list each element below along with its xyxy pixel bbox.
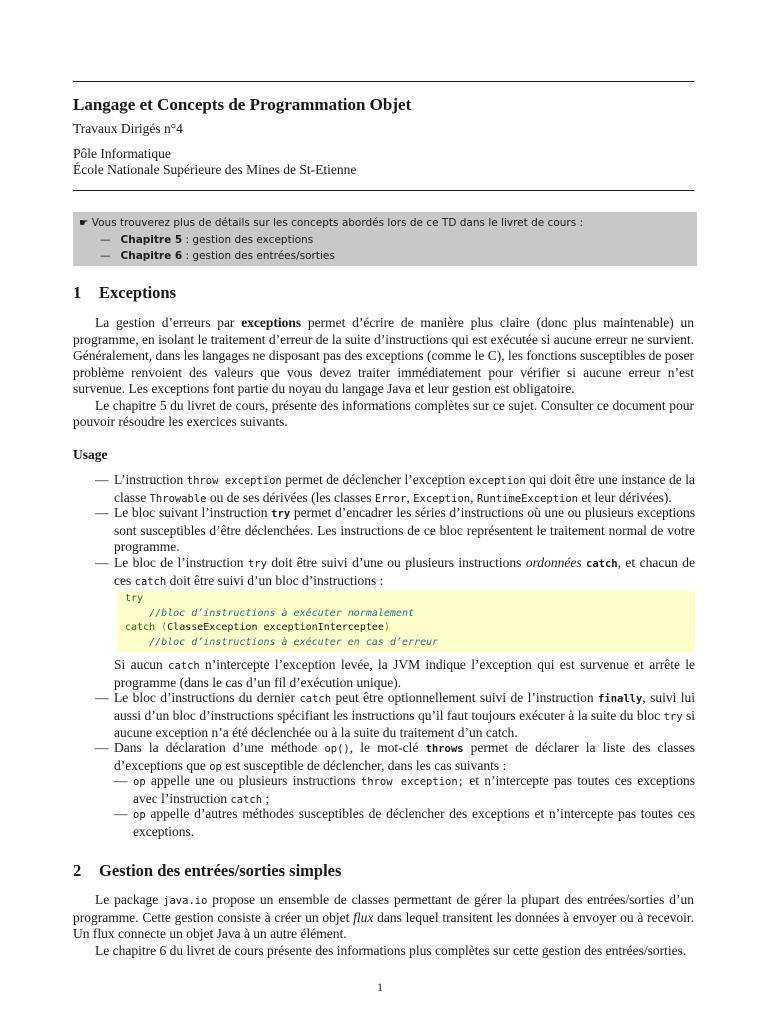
code-inline: throw exception; [360,776,464,788]
code-comment: //bloc d’instructions à exécuter normalement [125,607,414,619]
code-inline: op [133,809,146,821]
pointing-hand-icon: ☛ [79,217,89,229]
bold-term: exceptions [241,315,302,330]
list-item: — Le bloc suivant l’instruction try permet d’encadrer les séries d’instructions où une ou plusieurs exceptions sont susceptibles d’être déclenchées. Les instructions de ce bloc représentent le traitement normal de votre programme. [95,505,696,554]
code-inline: Exception [413,492,471,505]
section1-intro [73,315,694,431]
code-inline: catch [586,558,618,570]
list-dash: — [95,740,109,755]
code-comment: //bloc d’instructions à exécuter en cas d’erreur [125,636,439,648]
list-dash: — [100,233,111,246]
chapter-topic: : gestion des entrées/sorties [182,250,335,262]
code-inline: Throwable [149,492,207,505]
section-heading-exceptions [73,283,176,303]
section-title: Gestion des entrées/sorties simples [99,861,342,880]
emphasis: ordonnées [525,555,582,570]
code-inline: RuntimeException [476,492,579,505]
code-inline: catch [134,575,167,588]
course-reference-box [73,212,697,266]
list-dash: — [114,806,128,821]
list-dash: — [95,690,109,705]
department-name: Pôle Informatique [73,146,171,161]
paragraph: Le chapitre 5 du livret de cours, présente des informations complètes sur ce sujet. Consulter ce document pour pouvoir résoudre les exercices suivants. [73,397,694,429]
code-inline: op() [324,743,350,755]
code-inline: catch [168,660,200,672]
chapter-label: Chapitre 6 [120,250,183,262]
section2-intro [73,892,694,959]
document-subtitle: Travaux Dirigés n°4 [73,121,183,136]
usage-heading: Usage [73,447,108,462]
code-block [117,591,695,652]
list-item-continuation: Si aucun catch n’intercepte l’exception levée, la JVM indique l’exception qui est survenue et arrête le programme (dans le cas d’un fil d’exécution unique). [114,657,695,690]
code-inline: op [209,760,222,773]
code-inline: try [247,558,267,570]
nested-list-item: — op appelle d’autres méthodes susceptibles de déclencher des exceptions et n’intercepte pas toutes ces exceptions. [114,806,695,839]
code-line: try [125,593,144,604]
code-inline: throw exception [186,475,282,487]
code-inline: try [271,508,291,520]
infobox-item [79,248,697,265]
chapter-topic: : gestion des exceptions [182,233,314,246]
list-dash: — [95,555,109,570]
top-rule [73,81,694,82]
paragraph: Le chapitre 6 du livret de cours présente des informations plus complètes sur cette gestion des entrées/sorties. [95,942,687,958]
list-item: — L’instruction throw exception permet de déclencher l’exception exception qui doit être une instance de la classe Throwable ou de ses dérivées (les classes Error, Exception, RuntimeException et leur dérivées). [95,472,696,505]
chapter-label: Chapitre 5 [120,233,183,246]
infobox-intro-line [79,215,697,232]
list-dash: — [95,505,109,520]
code-inline: Error [374,492,407,505]
document-title: Langage et Concepts de Programmation Objet [73,95,412,114]
list-item: — Le bloc de l’instruction try doit être suivi d’une ou plusieurs instructions ordonnées catch, et chacun de ces catch doit être suivi d’un bloc d’instructions : [95,555,696,588]
infobox-item [79,232,697,249]
code-inline: try [663,710,683,723]
code-inline: throws [425,743,464,755]
code-inline: catch [299,693,332,705]
code-inline: catch [230,793,263,806]
paragraph: Le package java.io propose un ensemble de classes permettant de gérer la plupart des entrées/sorties d’un programme. Cette gestion consiste à créer un objet flux dans lequel transitent les données à envoyer ou à recevoir. Un flux connecte un objet Java à un autre élément. [73,892,694,941]
list-item: — Dans la déclaration d’une méthode op(), le mot-clé throws permet de déclarer la liste des classes d’exceptions que op est susceptible de déclencher, dans les cas suivants : [95,740,695,773]
section-heading-io [73,861,341,881]
code-inline: java.io [163,895,208,907]
infobox-intro: Vous trouverez plus de détails sur les concepts abordés lors de ce TD dans le livret de cours : [91,217,584,229]
code-line: catch (ClasseException exceptionInterceptee) [125,622,390,633]
emphasis: flux [353,909,374,925]
section-title: Exceptions [99,283,177,302]
list-dash: — [100,250,111,262]
section-number: 2 [73,861,82,880]
section-number: 1 [73,283,82,302]
code-inline: op [133,776,146,788]
list-dash: — [114,773,128,788]
code-inline: exception [468,475,526,487]
header-bottom-rule [73,190,694,191]
list-item: — Le bloc d’instructions du dernier catch peut être optionnellement suivi de l’instruction finally, suivi lui aussi d’un bloc d’instructions spécifiant les instructions qu’il faut toujours exécuter à la suite du bloc try si aucune exception n’a été déclenchée ou à la suite du traitement d’un catch. [95,690,695,740]
page-number: 1 [377,980,383,994]
nested-list-item: — op appelle une ou plusieurs instructions throw exception; et n’intercepte pas toutes ces exceptions avec l’instruction catch ; [114,773,695,806]
paragraph: La gestion d’erreurs par exceptions permet d’écrire de manière plus claire (donc plus maintenable) un programme, en isolant le traitement d’erreur de la suite d’instructions qui est exécutée si aucune erreur ne survient. Généralement, dans les langages ne disposant pas des exceptions (comme le C), les fonctions susceptibles de poser problème renvoient des valeurs que vous devez traiter immédiatement pour vérifier si aucune erreur n’est survenue. Les exceptions font partie du noyau du langage Java et leur gestion est obligatoire. [73,315,694,396]
list-dash: — [95,472,109,487]
school-name: École Nationale Supérieure des Mines de St-Etienne [73,162,357,177]
code-inline: finally [598,693,643,705]
